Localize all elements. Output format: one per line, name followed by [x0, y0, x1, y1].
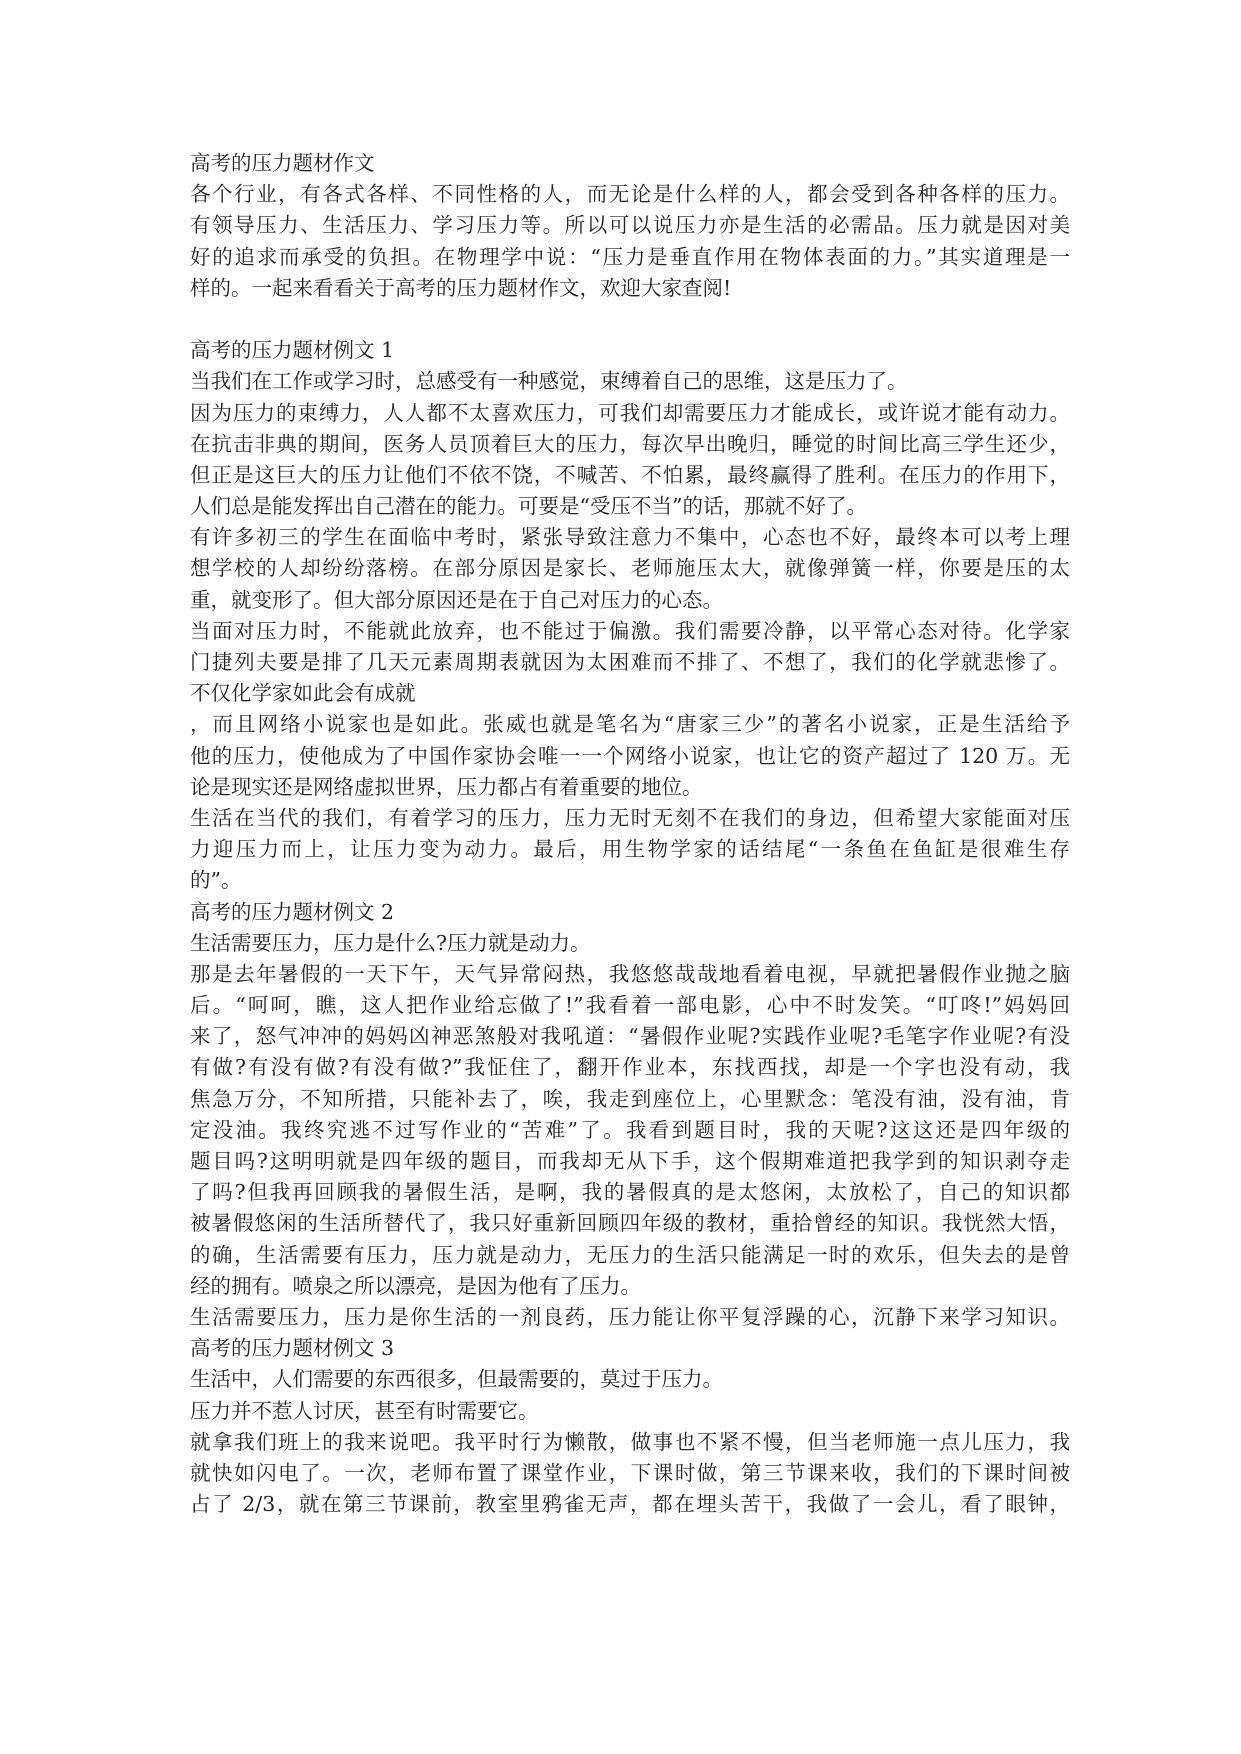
text-line: 样的。一起来看看关于高考的压力题材作文，欢迎大家查阅! — [190, 275, 732, 300]
text-line: 因为压力的束缚力，人人都不太喜欢压力，可我们却需要压力才能成长，或许说才能有动力。 — [190, 400, 1070, 425]
text-line: 的”。 — [190, 868, 242, 893]
essay-heading: 高考的压力题材例文 3 — [190, 1336, 395, 1361]
essay-heading: 高考的压力题材例文 1 — [190, 338, 395, 363]
text-line: 他的压力，使他成为了中国作家协会唯一一个网络小说家，也让它的资产超过了 120 万。无 — [190, 743, 1070, 768]
essay-heading: 高考的压力题材例文 2 — [190, 899, 395, 924]
text-line: 题目吗?这明明就是四年级的题目，而我却无从下手，这个假期难道把我学到的知识剥夺走 — [190, 1149, 1070, 1173]
text-line: 后。“呵呵，瞧，这人把作业给忘做了!”我看着一部电影，心中不时发笑。“叮咚!”妈妈回 — [190, 993, 1070, 1018]
text-line: 被暑假悠闲的生活所替代了，我只好重新回顾四年级的教材，重拾曾经的知识。我恍然大悟， — [190, 1211, 1070, 1236]
text-line: 不仅化学家如此会有成就 — [190, 681, 416, 706]
document-page — [190, 148, 1070, 1520]
text-line: 来了，怒气冲冲的妈妈凶神恶煞般对我吼道：“暑假作业呢?实践作业呢?毛笔字作业呢?有没 — [190, 1024, 1070, 1049]
text-line: 了吗?但我再回顾我的暑假生活，是啊，我的暑假真的是太悠闲，太放松了，自己的知识都 — [190, 1180, 1070, 1205]
essay-3 — [190, 1333, 1070, 1520]
intro-paragraph — [190, 179, 1070, 304]
text-line: 有领导压力、生活压力、学习压力等。所以可以说压力亦是生活的必需品。压力就是因对美 — [190, 213, 1070, 238]
text-line: 生活中，人们需要的东西很多，但最需要的，莫过于压力。 — [190, 1367, 723, 1392]
text-line: 在抗击非典的期间，医务人员顶着巨大的压力，每次早出晚归，睡觉的时间比高三学生还少， — [190, 431, 1070, 456]
blank-line — [190, 304, 1070, 335]
text-line: 当面对压力时，不能就此放弃，也不能过于偏激。我们需要冷静，以平常心态对待。化学家 — [190, 618, 1070, 643]
text-line: 经的拥有。喷泉之所以漂亮，是因为他有了压力。 — [190, 1273, 641, 1298]
text-line: 好的追求而承受的负担。在物理学中说：“压力是垂直作用在物体表面的力。”其实道理是一 — [190, 244, 1070, 269]
text-line: 论是现实还是网络虚拟世界，压力都占有着重要的地位。 — [190, 774, 703, 799]
text-line: 各个行业，有各式各样、不同性格的人，而无论是什么样的人，都会受到各种各样的压力。 — [190, 182, 1070, 207]
text-line: 压力并不惹人讨厌，甚至有时需要它。 — [190, 1398, 539, 1423]
text-line: 生活在当代的我们，有着学习的压力，压力无时无刻不在我们的身边，但希望大家能面对压 — [190, 805, 1070, 830]
text-line: 但正是这巨大的压力让他们不依不饶，不喊苦、不怕累，最终赢得了胜利。在压力的作用下， — [190, 462, 1070, 487]
text-line: 定没油。我终究逃不过写作业的“苦难”了。我看到题目时，我的天呢?这这还是四年级的 — [190, 1117, 1070, 1142]
text-line: ，而且网络小说家也是如此。张威也就是笔名为“唐家三少”的著名小说家，正是生活给予 — [190, 712, 1070, 737]
text-line: 占了 2/3，就在第三节课前，教室里鸦雀无声，都在埋头苦干，我做了一会儿，看了眼钟， — [190, 1492, 1070, 1517]
text-line: 就快如闪电了。一次，老师布置了课堂作业，下课时做，第三节课来收，我们的下课时间被 — [190, 1460, 1070, 1485]
essay-2 — [190, 897, 1070, 1334]
text-line: 有做?有没有做?有没有做?”我怔住了，翻开作业本，东找西找，却是一个字也没有动，我 — [190, 1055, 1070, 1080]
text-line: 当我们在工作或学习时，总感受有一种感觉，束缚着自己的思维，这是压力了。 — [190, 369, 908, 394]
text-line: 生活需要压力，压力是什么?压力就是动力。 — [190, 930, 591, 955]
text-line: 门捷列夫要是排了几天元素周期表就因为太困难而不排了、不想了，我们的化学就悲惨了。 — [190, 650, 1070, 674]
text-line: 有许多初三的学生在面临中考时，紧张导致注意力不集中，心态也不好，最终本可以考上理 — [190, 525, 1070, 550]
text-line: 力迎压力而上，让压力变为动力。最后，用生物学家的话结尾“一条鱼在鱼缸是很难生存 — [190, 837, 1070, 862]
text-line: 焦急万分，不知所措，只能补去了，唉，我走到座位上，心里默念：笔没有油，没有油，肯 — [190, 1086, 1070, 1111]
text-line: 的确，生活需要有压力，压力就是动力，无压力的生活只能满足一时的欢乐，但失去的是曾 — [190, 1242, 1070, 1267]
text-line: 那是去年暑假的一天下午，天气异常闷热，我悠悠哉哉地看着电视，早就把暑假作业抛之脑 — [190, 961, 1070, 986]
text-line: 就拿我们班上的我来说吧。我平时行为懒散，做事也不紧不慢，但当老师施一点儿压力，我 — [190, 1429, 1070, 1454]
text-line: 想学校的人却纷纷落榜。在部分原因是家长、老师施压太大，就像弹簧一样，你要是压的太 — [190, 556, 1070, 581]
text-line: 人们总是能发挥出自己潜在的能力。可要是“受压不当”的话，那就不好了。 — [190, 494, 867, 519]
document-title: 高考的压力题材作文 — [190, 151, 375, 175]
text-line: 重，就变形了。但大部分原因还是在于自己对压力的心态。 — [190, 587, 723, 612]
essay-1 — [190, 335, 1070, 896]
text-line: 生活需要压力，压力是你生活的一剂良药，压力能让你平复浮躁的心，沉静下来学习知识。 — [190, 1304, 1070, 1329]
